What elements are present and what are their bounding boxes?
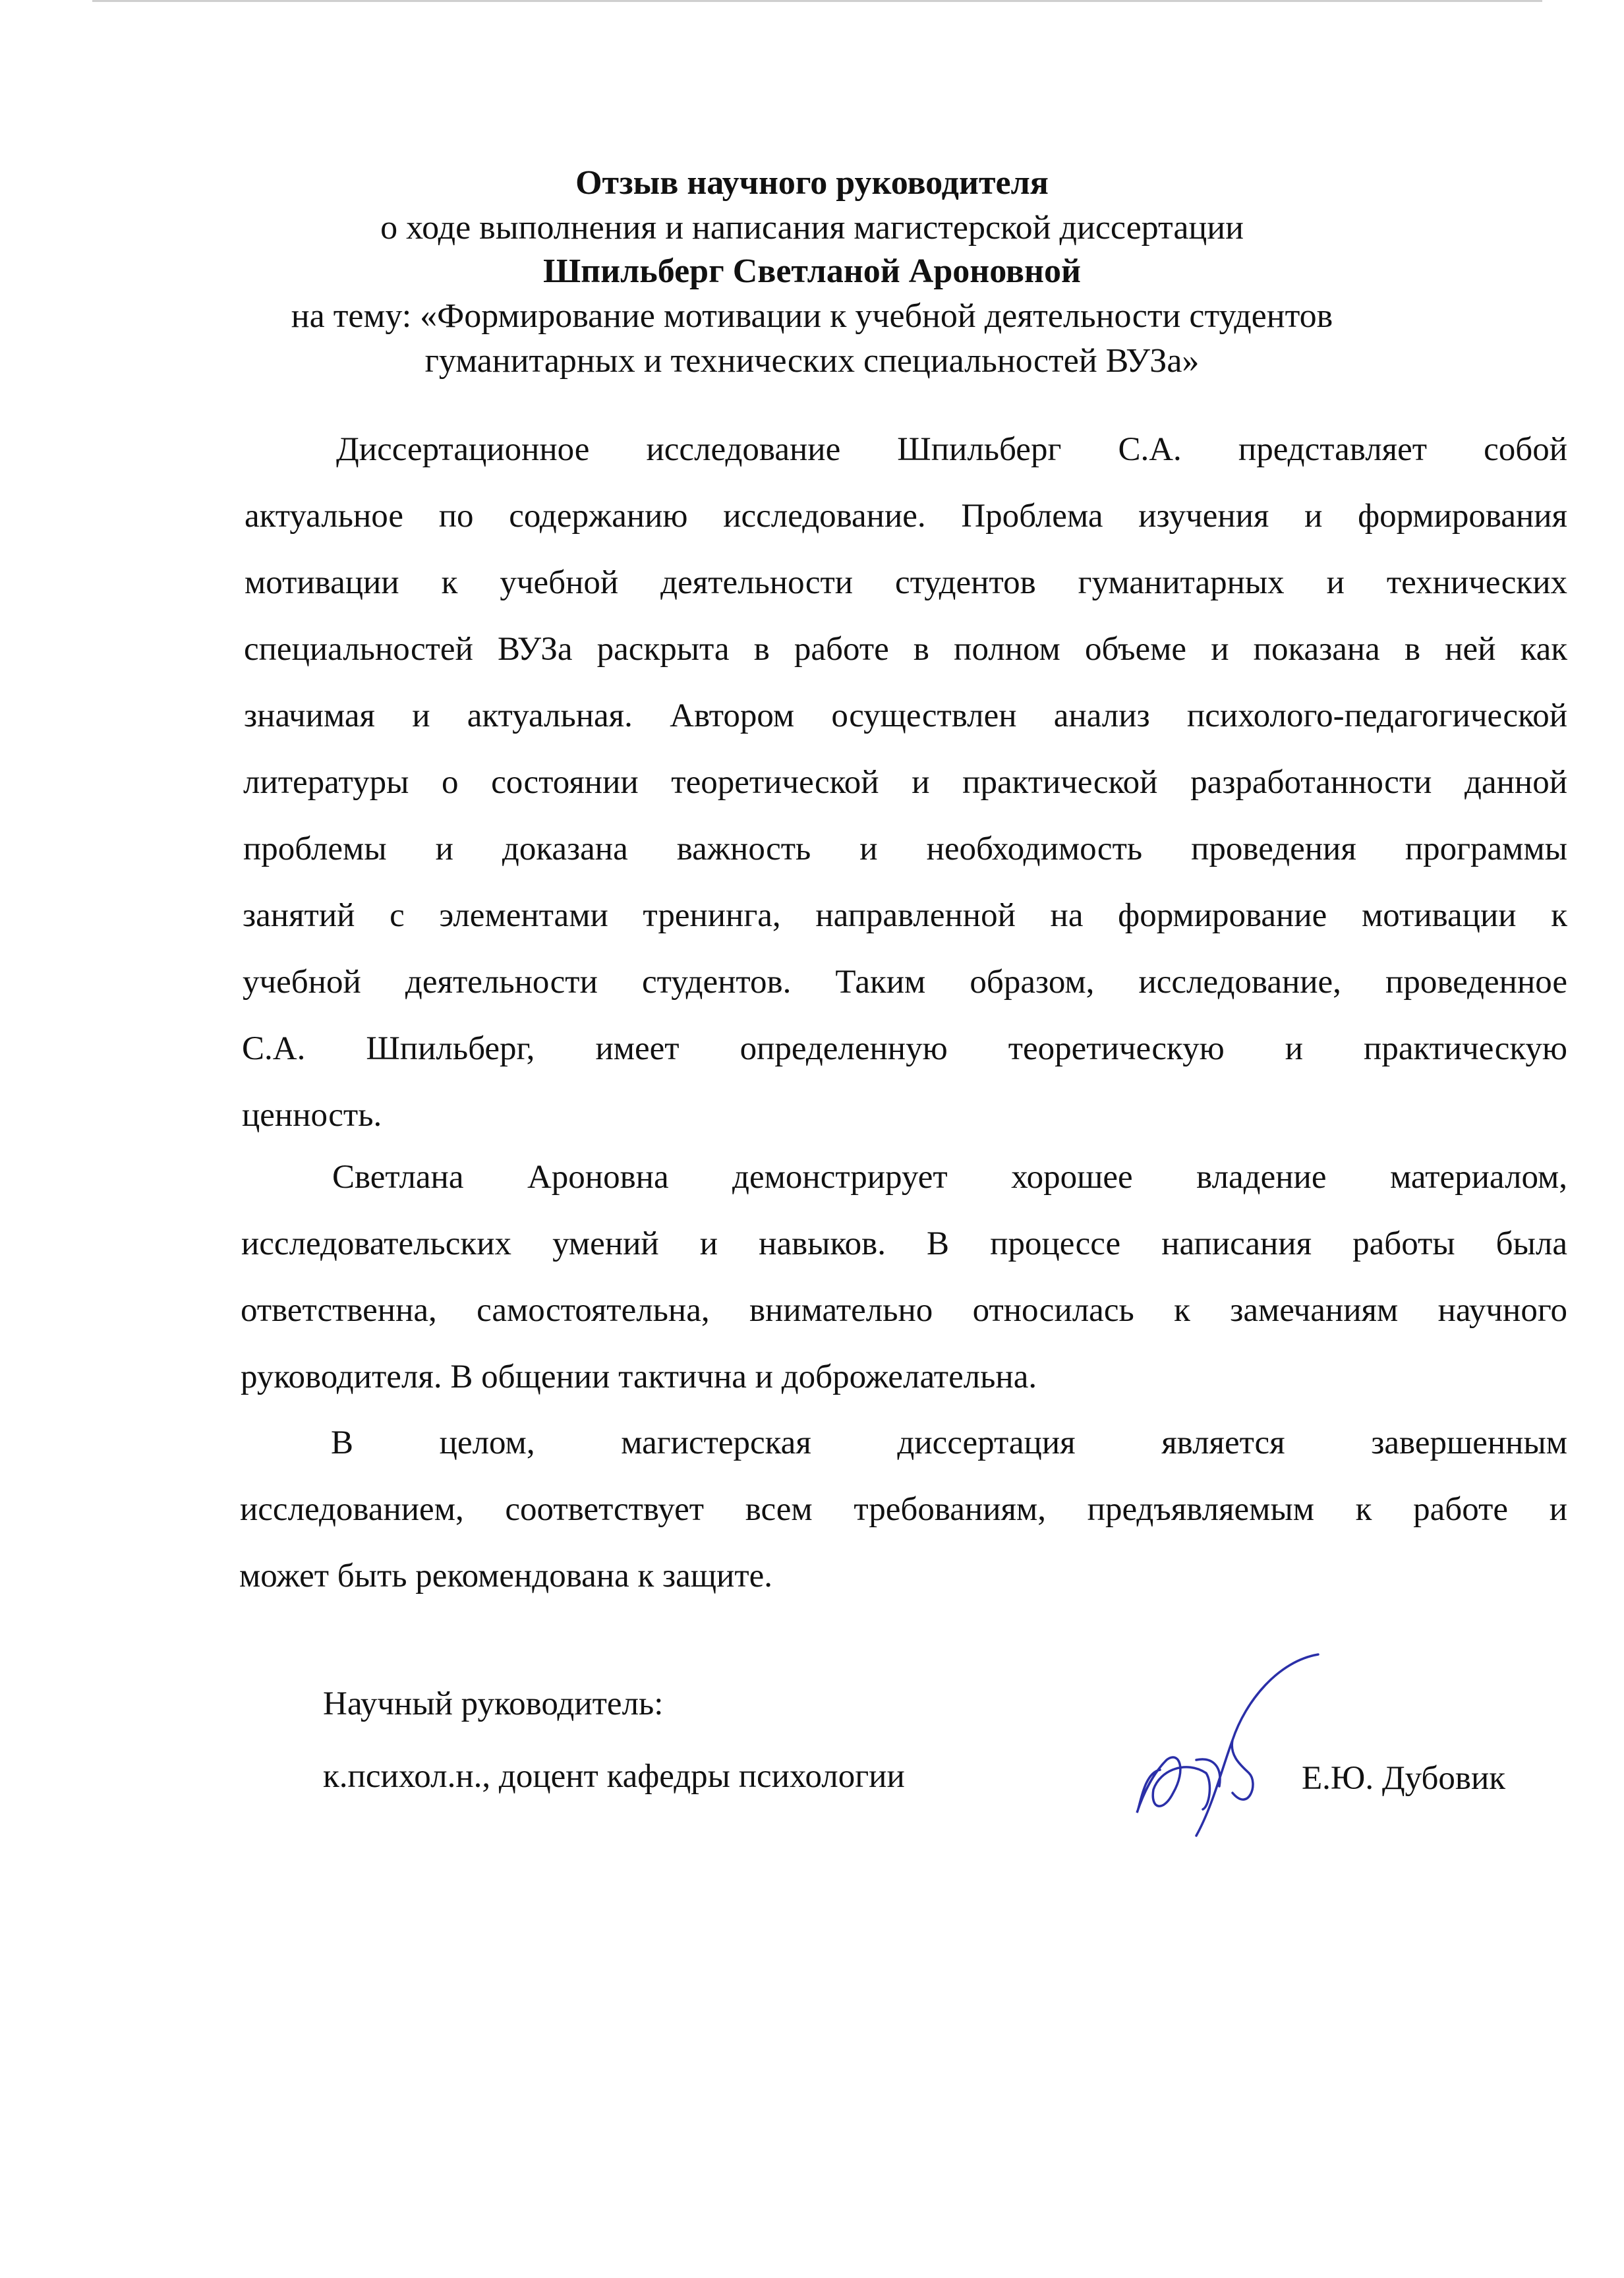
handwritten-signature (1081, 1641, 1331, 1839)
paragraph-line: мотивации к учебной деятельности студентов гуманитарных и технических (245, 564, 1567, 601)
paragraph-line: литературы о состоянии теоретической и практической разработанности данной (243, 764, 1567, 801)
paragraph-line: значимая и актуальная. Автором осуществлен анализ психолого-педагогической (244, 697, 1567, 734)
scan-edge (92, 0, 1542, 2)
paragraph-line: руководителя. В общении тактична и доброжелательна. (241, 1358, 1037, 1395)
student-name: Шпильберг Светланой Ароновной (543, 252, 1081, 290)
paragraph-line: С.А. Шпильберг, имеет определенную теоретическую и практическую (242, 1030, 1567, 1067)
paragraph-line: может быть рекомендована к защите. (239, 1558, 773, 1594)
paragraph-line: актуальное по содержанию исследование. Проблема изучения и формирования (245, 498, 1567, 535)
paragraph-line: В целом, магистерская диссертация является завершенным (331, 1424, 1567, 1461)
topic-line-1: на тему: «Формирование мотивации к учебной деятельности студентов (291, 297, 1333, 335)
paragraph-line: ответственна, самостоятельна, внимательно относилась к замечаниям научного (241, 1292, 1567, 1329)
paragraph-line: проблемы и доказана важность и необходимость проведения программы (243, 831, 1567, 867)
document-subtitle: о ходе выполнения и написания магистерской диссертации (380, 209, 1244, 247)
document-title: Отзыв научного руководителя (575, 164, 1049, 202)
paragraph-line: исследованием, соответствует всем требованиям, предъявляемым к работе и (240, 1491, 1567, 1528)
paragraph-line: исследовательских умений и навыков. В процессе написания работы была (241, 1225, 1567, 1262)
paragraph-line: занятий с элементами тренинга, направленной на формирование мотивации к (243, 897, 1567, 934)
paragraph-line: учебной деятельности студентов. Таким образом, исследование, проведенное (243, 964, 1567, 1001)
signature-name: Е.Ю. Дубовик (1302, 1760, 1506, 1797)
paragraph-line: Светлана Ароновна демонстрирует хорошее владение материалом, (332, 1159, 1567, 1196)
topic-line-2: гуманитарных и технических специальностей ВУЗа» (424, 342, 1200, 380)
paragraph-line: ценность. (242, 1097, 382, 1134)
paragraph-line: специальностей ВУЗа раскрыта в работе в полном объеме и показана в ней как (244, 631, 1567, 668)
signature-position: к.психол.н., доцент кафедры психологии (323, 1758, 905, 1795)
signature-role: Научный руководитель: (323, 1685, 664, 1722)
paragraph-line: Диссертационное исследование Шпильберг С.А. представляет собой (336, 431, 1567, 468)
